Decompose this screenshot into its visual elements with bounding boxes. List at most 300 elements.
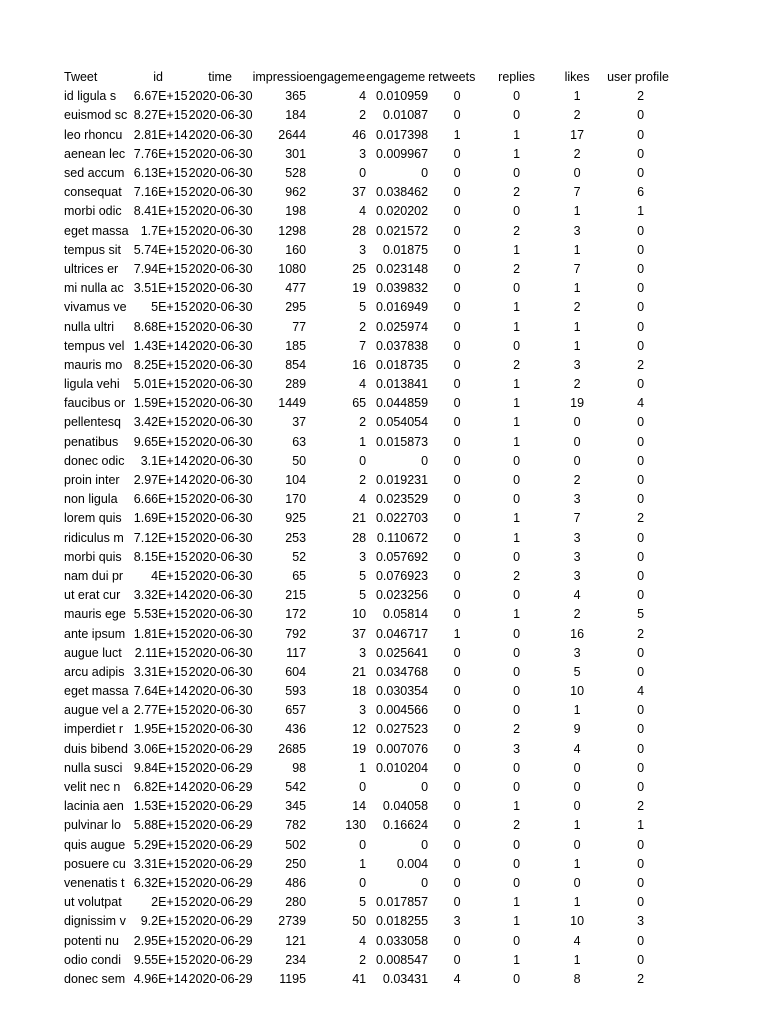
cell-engagements: 0: [359, 837, 367, 852]
cell-likes: 2: [573, 473, 581, 488]
cell-engagement-rate: 0.008547: [375, 952, 429, 967]
cell-engagements: 2: [359, 415, 367, 430]
cell-impressions: 50: [292, 453, 307, 468]
cell-likes: 1: [573, 895, 581, 910]
cell-replies: 0: [513, 684, 521, 699]
cell-impressions: 198: [285, 204, 307, 219]
cell-engagements: 2: [359, 319, 367, 334]
table-row: [64, 740, 674, 759]
cell-retweets: 0: [453, 741, 461, 756]
cell-likes: 19: [570, 396, 585, 411]
cell-time: 2020-06-29: [188, 933, 253, 948]
cell-retweets: 0: [453, 664, 461, 679]
cell-replies: 1: [513, 127, 521, 142]
cell-engagement-rate: 0.007076: [375, 741, 429, 756]
cell-replies: 1: [513, 952, 521, 967]
table-row: [64, 586, 674, 605]
cell-time: 2020-06-30: [188, 588, 253, 603]
cell-impressions: 250: [285, 856, 307, 871]
cell-likes: 1: [573, 856, 581, 871]
cell-user-profile-clicks: 0: [637, 664, 645, 679]
cell-tweet: leo rhoncu: [64, 127, 123, 142]
cell-retweets: 0: [453, 492, 461, 507]
cell-id: 1.53E+15: [133, 799, 188, 814]
cell-engagement-rate: 0: [421, 780, 429, 795]
cell-user-profile-clicks: 0: [637, 933, 645, 948]
cell-likes: 0: [573, 415, 581, 430]
table-row: [64, 836, 674, 855]
cell-engagements: 16: [352, 357, 367, 372]
cell-id: 3.31E+15: [133, 664, 188, 679]
cell-engagements: 10: [352, 607, 367, 622]
cell-likes: 0: [573, 434, 581, 449]
cell-id: 8.15E+15: [133, 549, 188, 564]
cell-engagements: 0: [359, 166, 367, 181]
table-row: [64, 759, 674, 778]
table-row: [64, 682, 674, 701]
cell-user-profile-clicks: 0: [637, 453, 645, 468]
cell-likes: 0: [573, 799, 581, 814]
cell-impressions: 1298: [278, 223, 307, 238]
cell-id: 3.42E+15: [133, 415, 188, 430]
cell-tweet: consequat: [64, 185, 122, 200]
cell-time: 2020-06-29: [188, 875, 253, 890]
cell-time: 2020-06-30: [188, 146, 253, 161]
cell-engagements: 5: [359, 300, 367, 315]
cell-engagement-rate: 0.030354: [375, 684, 429, 699]
cell-tweet: morbi quis: [64, 549, 122, 564]
cell-retweets: 0: [453, 856, 461, 871]
cell-user-profile-clicks: 4: [637, 396, 645, 411]
cell-engagement-rate: 0.033058: [375, 933, 429, 948]
cell-replies: 1: [513, 415, 521, 430]
cell-time: 2020-06-30: [188, 664, 253, 679]
cell-user-profile-clicks: 5: [637, 607, 645, 622]
cell-id: 7.76E+15: [133, 146, 188, 161]
cell-user-profile-clicks: 0: [637, 434, 645, 449]
cell-likes: 4: [573, 933, 581, 948]
cell-impressions: 925: [285, 511, 307, 526]
cell-user-profile-clicks: 0: [637, 319, 645, 334]
cell-tweet: ante ipsum: [64, 626, 126, 641]
cell-impressions: 295: [285, 300, 307, 315]
cell-likes: 1: [573, 703, 581, 718]
cell-engagements: 5: [359, 895, 367, 910]
cell-user-profile-clicks: 2: [637, 799, 645, 814]
cell-likes: 3: [573, 549, 581, 564]
table-row: [64, 548, 674, 567]
cell-time: 2020-06-30: [188, 377, 253, 392]
table-row: [64, 241, 674, 260]
cell-impressions: 528: [285, 166, 307, 181]
cell-likes: 10: [570, 684, 585, 699]
cell-engagements: 4: [359, 933, 367, 948]
cell-likes: 1: [573, 89, 581, 104]
cell-time: 2020-06-30: [188, 434, 253, 449]
cell-retweets: 0: [453, 223, 461, 238]
cell-likes: 3: [573, 357, 581, 372]
table-row: [64, 624, 674, 643]
cell-likes: 7: [573, 261, 581, 276]
cell-id: 9.65E+15: [133, 434, 188, 449]
cell-time: 2020-06-29: [188, 837, 253, 852]
cell-time: 2020-06-30: [188, 626, 253, 641]
cell-retweets: 0: [453, 377, 461, 392]
cell-impressions: 1195: [279, 971, 307, 986]
cell-time: 2020-06-29: [188, 741, 253, 756]
cell-tweet: nam dui pr: [64, 568, 124, 583]
cell-retweets: 0: [453, 357, 461, 372]
cell-id: 2.95E+15: [133, 933, 188, 948]
cell-time: 2020-06-29: [188, 952, 253, 967]
cell-replies: 2: [513, 261, 521, 276]
cell-retweets: 0: [453, 799, 461, 814]
cell-engagement-rate: 0.037838: [375, 338, 429, 353]
cell-tweet: augue vel a: [64, 703, 129, 718]
cell-retweets: 0: [453, 895, 461, 910]
cell-replies: 0: [513, 856, 521, 871]
table-row: [64, 797, 674, 816]
header-row-group: [64, 68, 674, 87]
cell-time: 2020-06-29: [188, 760, 253, 775]
cell-likes: 0: [573, 837, 581, 852]
cell-user-profile-clicks: 0: [637, 415, 645, 430]
cell-id: 2.77E+15: [133, 703, 188, 718]
cell-likes: 16: [570, 626, 585, 641]
cell-id: 7.94E+15: [133, 261, 188, 276]
cell-id: 5.74E+15: [133, 242, 188, 257]
cell-impressions: 170: [285, 492, 307, 507]
cell-tweet: arcu adipis: [64, 664, 125, 679]
cell-replies: 0: [513, 338, 521, 353]
cell-engagement-rate: 0.023256: [375, 588, 429, 603]
cell-impressions: 792: [285, 626, 307, 641]
cell-id: 2.97E+14: [133, 473, 188, 488]
cell-user-profile-clicks: 0: [637, 146, 645, 161]
cell-tweet: mauris mo: [64, 357, 123, 372]
cell-impressions: 301: [285, 146, 307, 161]
cell-likes: 7: [573, 185, 581, 200]
cell-retweets: 0: [453, 434, 461, 449]
column-header-time: time: [208, 70, 232, 85]
cell-tweet: morbi odic: [64, 204, 122, 219]
cell-retweets: 0: [453, 703, 461, 718]
cell-engagements: 130: [345, 818, 367, 833]
cell-user-profile-clicks: 0: [637, 741, 645, 756]
cell-likes: 2: [573, 146, 581, 161]
cell-likes: 0: [573, 760, 581, 775]
cell-id: 5.53E+15: [133, 607, 188, 622]
cell-id: 3.06E+15: [133, 741, 188, 756]
cell-impressions: 253: [285, 530, 307, 545]
cell-id: 1.43E+14: [133, 338, 188, 353]
cell-likes: 0: [573, 166, 581, 181]
cell-user-profile-clicks: 0: [637, 492, 645, 507]
cell-retweets: 0: [453, 837, 461, 852]
cell-id: 9.55E+15: [133, 952, 188, 967]
cell-engagements: 25: [352, 261, 367, 276]
cell-engagement-rate: 0: [421, 837, 429, 852]
table-row: [64, 874, 674, 893]
cell-impressions: 98: [292, 760, 307, 775]
cell-engagement-rate: 0.017398: [375, 127, 429, 142]
cell-replies: 0: [513, 492, 521, 507]
cell-user-profile-clicks: 0: [637, 568, 645, 583]
cell-retweets: 0: [453, 204, 461, 219]
cell-id: 2.11E+15: [134, 645, 188, 660]
cell-engagements: 0: [359, 453, 367, 468]
cell-engagement-rate: 0.004: [396, 856, 429, 871]
column-header-engagements: engageme: [306, 70, 366, 85]
cell-user-profile-clicks: 0: [637, 645, 645, 660]
cell-impressions: 2644: [278, 127, 307, 142]
cell-time: 2020-06-30: [188, 453, 253, 468]
cell-likes: 4: [573, 588, 581, 603]
cell-engagement-rate: 0.110672: [376, 530, 429, 545]
cell-likes: 1: [573, 319, 581, 334]
cell-tweet: dignissim v: [64, 914, 126, 929]
cell-id: 4.96E+14: [133, 971, 188, 986]
cell-impressions: 184: [285, 108, 307, 123]
table-row: [64, 893, 674, 912]
cell-impressions: 477: [285, 281, 307, 296]
table-body: [64, 87, 674, 989]
cell-engagement-rate: 0.010204: [375, 760, 429, 775]
cell-tweet: ut erat cur: [64, 588, 121, 603]
cell-tweet: tempus vel: [64, 338, 125, 353]
cell-impressions: 77: [292, 319, 307, 334]
cell-engagements: 3: [359, 549, 367, 564]
cell-id: 1.95E+15: [133, 722, 188, 737]
table-row: [64, 490, 674, 509]
cell-time: 2020-06-30: [188, 185, 253, 200]
cell-tweet: eget massa: [64, 684, 129, 699]
cell-replies: 1: [513, 300, 521, 315]
cell-tweet: ultrices er: [64, 261, 119, 276]
cell-user-profile-clicks: 2: [637, 357, 645, 372]
cell-tweet: pulvinar lo: [64, 818, 121, 833]
column-header-tweet: Tweet: [64, 70, 98, 85]
cell-likes: 8: [573, 971, 581, 986]
cell-time: 2020-06-30: [188, 89, 253, 104]
cell-user-profile-clicks: 0: [637, 722, 645, 737]
cell-time: 2020-06-30: [188, 607, 253, 622]
cell-id: 9.2E+15: [140, 914, 188, 929]
cell-user-profile-clicks: 2: [637, 626, 645, 641]
cell-user-profile-clicks: 0: [637, 856, 645, 871]
cell-replies: 0: [513, 89, 521, 104]
cell-likes: 3: [573, 568, 581, 583]
cell-retweets: 0: [453, 818, 461, 833]
cell-retweets: 3: [453, 914, 461, 929]
cell-engagements: 21: [352, 511, 367, 526]
cell-id: 2E+15: [151, 895, 188, 910]
cell-time: 2020-06-29: [188, 856, 253, 871]
cell-retweets: 0: [453, 588, 461, 603]
cell-id: 8.25E+15: [133, 357, 188, 372]
cell-engagement-rate: 0.046717: [375, 626, 429, 641]
cell-retweets: 0: [453, 242, 461, 257]
cell-engagement-rate: 0.020202: [375, 204, 429, 219]
column-header-user-profile-clicks: user profile: [607, 70, 669, 85]
cell-impressions: 63: [292, 434, 307, 449]
cell-tweet: lorem quis: [64, 511, 122, 526]
cell-time: 2020-06-30: [188, 492, 253, 507]
cell-tweet: non ligula: [64, 492, 118, 507]
cell-engagement-rate: 0.076923: [375, 568, 429, 583]
cell-retweets: 0: [453, 338, 461, 353]
cell-id: 1.81E+15: [133, 626, 188, 641]
cell-retweets: 0: [453, 780, 461, 795]
cell-replies: 2: [513, 223, 521, 238]
cell-id: 6.32E+15: [133, 875, 188, 890]
cell-engagement-rate: 0.009967: [375, 146, 429, 161]
cell-time: 2020-06-29: [188, 818, 253, 833]
cell-user-profile-clicks: 0: [637, 281, 645, 296]
cell-impressions: 1449: [278, 396, 307, 411]
cell-engagement-rate: 0.023148: [375, 261, 429, 276]
table-row: [64, 778, 674, 797]
cell-impressions: 280: [285, 895, 307, 910]
cell-likes: 3: [573, 492, 581, 507]
cell-id: 9.84E+15: [133, 760, 188, 775]
cell-engagements: 2: [359, 473, 367, 488]
cell-replies: 1: [513, 530, 521, 545]
cell-user-profile-clicks: 3: [637, 914, 645, 929]
cell-tweet: nulla susci: [64, 760, 123, 775]
cell-engagement-rate: 0.013841: [375, 377, 429, 392]
cell-tweet: augue luct: [64, 645, 122, 660]
cell-tweet: nulla ultri: [64, 319, 115, 334]
cell-retweets: 0: [453, 530, 461, 545]
cell-impressions: 52: [292, 549, 307, 564]
cell-impressions: 37: [292, 415, 307, 430]
cell-id: 3.32E+14: [133, 588, 188, 603]
cell-tweet: potenti nu: [64, 933, 119, 948]
cell-replies: 1: [513, 319, 521, 334]
cell-likes: 10: [570, 914, 585, 929]
cell-id: 2.81E+14: [133, 127, 188, 142]
cell-likes: 2: [573, 377, 581, 392]
cell-likes: 3: [573, 223, 581, 238]
cell-engagement-rate: 0.025641: [375, 645, 429, 660]
cell-replies: 0: [513, 933, 521, 948]
cell-replies: 1: [513, 914, 521, 929]
cell-engagements: 2: [359, 952, 367, 967]
cell-retweets: 0: [453, 607, 461, 622]
cell-id: 8.27E+15: [133, 108, 188, 123]
cell-tweet: imperdiet r: [64, 722, 124, 737]
cell-engagement-rate: 0: [421, 875, 429, 890]
cell-retweets: 0: [453, 875, 461, 890]
cell-impressions: 117: [286, 645, 307, 660]
cell-retweets: 0: [453, 453, 461, 468]
cell-id: 3.51E+15: [133, 281, 188, 296]
spreadsheet-table: [64, 68, 674, 989]
cell-user-profile-clicks: 0: [637, 223, 645, 238]
cell-time: 2020-06-30: [188, 281, 253, 296]
cell-retweets: 0: [453, 185, 461, 200]
cell-impressions: 172: [285, 607, 307, 622]
table-row: [64, 164, 674, 183]
cell-retweets: 0: [453, 166, 461, 181]
table-row: [64, 145, 674, 164]
cell-tweet: donec odic: [64, 453, 125, 468]
cell-user-profile-clicks: 0: [637, 300, 645, 315]
cell-replies: 1: [513, 377, 521, 392]
cell-replies: 0: [513, 166, 521, 181]
cell-id: 7.64E+14: [133, 684, 188, 699]
cell-likes: 3: [573, 645, 581, 660]
cell-engagements: 3: [359, 645, 367, 660]
table-row: [64, 183, 674, 202]
cell-retweets: 0: [453, 89, 461, 104]
cell-time: 2020-06-30: [188, 242, 253, 257]
cell-retweets: 0: [453, 473, 461, 488]
cell-retweets: 1: [453, 626, 461, 641]
cell-retweets: 0: [453, 568, 461, 583]
cell-impressions: 962: [285, 185, 307, 200]
cell-engagement-rate: 0.03431: [382, 971, 429, 986]
cell-time: 2020-06-30: [188, 357, 253, 372]
cell-impressions: 104: [285, 473, 307, 488]
table-row: [64, 222, 674, 241]
cell-user-profile-clicks: 0: [637, 108, 645, 123]
cell-engagement-rate: 0.034768: [375, 664, 429, 679]
cell-replies: 0: [513, 645, 521, 660]
cell-replies: 2: [513, 357, 521, 372]
cell-likes: 1: [573, 818, 581, 833]
cell-engagements: 0: [359, 780, 367, 795]
cell-id: 3.31E+15: [133, 856, 188, 871]
cell-likes: 3: [573, 530, 581, 545]
cell-replies: 1: [513, 799, 521, 814]
cell-user-profile-clicks: 0: [637, 338, 645, 353]
cell-user-profile-clicks: 2: [637, 511, 645, 526]
cell-id: 6.67E+15: [133, 89, 188, 104]
cell-replies: 2: [513, 185, 521, 200]
cell-likes: 17: [570, 127, 585, 142]
table-row: [64, 605, 674, 624]
cell-tweet: odio condi: [64, 952, 121, 967]
cell-tweet: faucibus or: [64, 396, 126, 411]
cell-engagement-rate: 0.01875: [382, 242, 429, 257]
cell-time: 2020-06-30: [188, 568, 253, 583]
table-row: [64, 567, 674, 586]
cell-impressions: 657: [285, 703, 307, 718]
cell-impressions: 160: [285, 242, 307, 257]
cell-engagements: 1: [359, 434, 367, 449]
cell-engagement-rate: 0.04058: [382, 799, 429, 814]
cell-retweets: 0: [453, 261, 461, 276]
cell-replies: 3: [513, 741, 521, 756]
cell-tweet: ligula vehi: [64, 377, 120, 392]
cell-time: 2020-06-30: [188, 549, 253, 564]
cell-engagement-rate: 0.01087: [382, 108, 429, 123]
cell-impressions: 2739: [278, 914, 307, 929]
cell-likes: 2: [573, 108, 581, 123]
cell-retweets: 0: [453, 300, 461, 315]
table-row: [64, 356, 674, 375]
cell-tweet: penatibus: [64, 434, 119, 449]
table-row: [64, 106, 674, 125]
column-header-impressions: impressio: [252, 70, 307, 85]
cell-replies: 0: [513, 664, 521, 679]
cell-tweet: lacinia aen: [64, 799, 124, 814]
cell-impressions: 289: [285, 377, 307, 392]
cell-user-profile-clicks: 2: [637, 89, 645, 104]
cell-tweet: ut volutpat: [64, 895, 122, 910]
